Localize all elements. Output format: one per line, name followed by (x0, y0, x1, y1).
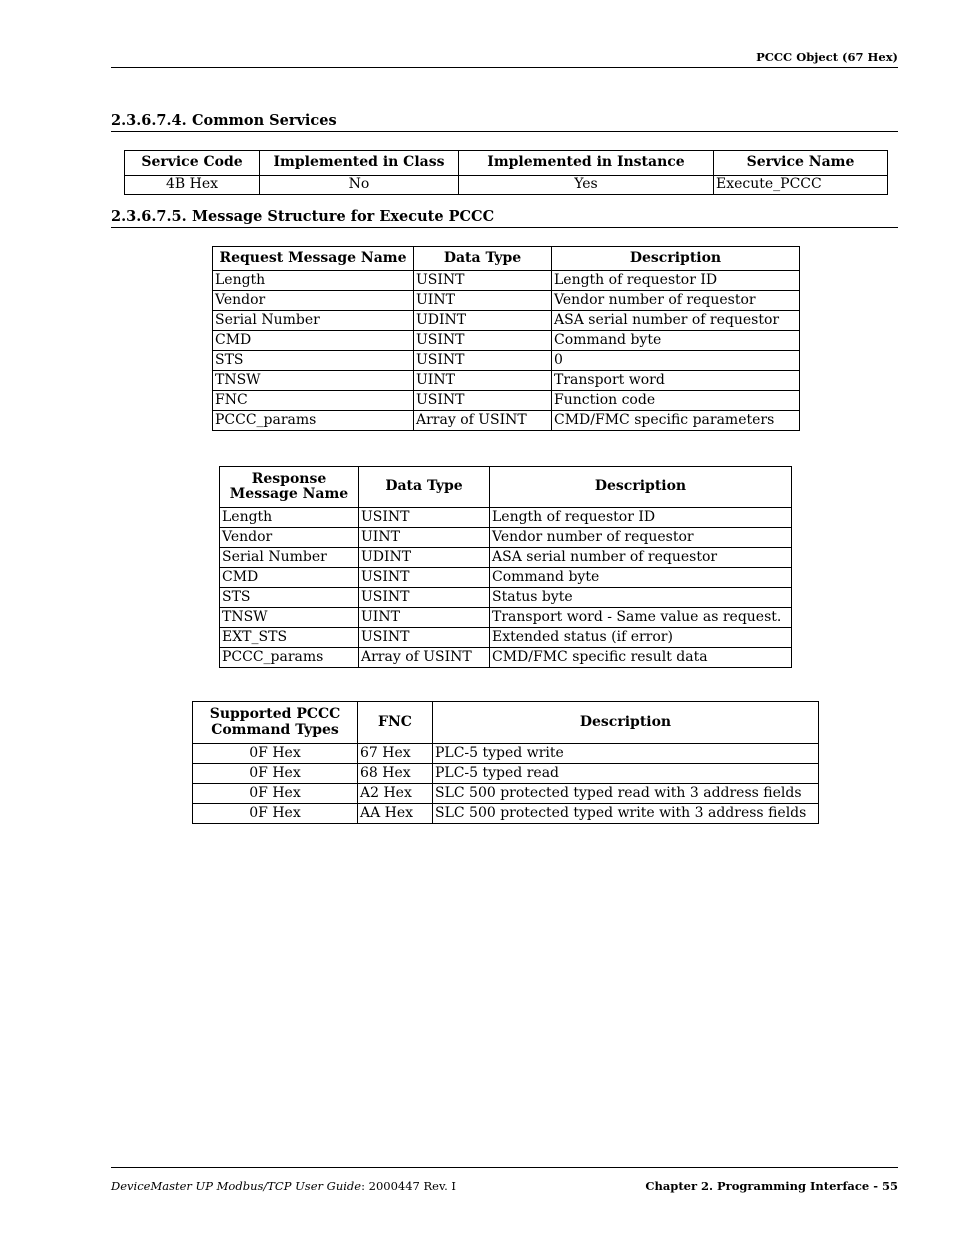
section-number: 2.3.6.7.5. (111, 208, 187, 225)
table-header: Request Message Name (213, 247, 414, 271)
table-cell: CMD/FMC specific parameters (552, 411, 800, 431)
table-cell: USINT (414, 391, 552, 411)
table-header: Data Type (359, 467, 490, 508)
table-row (213, 291, 800, 311)
table-cell: FNC (213, 391, 414, 411)
section-heading-common-services (111, 112, 898, 132)
table-cell: Array of USINT (414, 411, 552, 431)
table-cell: Length (213, 271, 414, 291)
table-cell: UINT (359, 608, 490, 628)
table-row (213, 331, 800, 351)
table-cell: Extended status (if error) (490, 628, 792, 648)
table-cell: Serial Number (220, 548, 359, 568)
table-cell: ASA serial number of requestor (552, 311, 800, 331)
table-cell: 4B Hex (125, 176, 260, 195)
footer-rule (111, 1167, 898, 1168)
table-cell: USINT (359, 588, 490, 608)
request-message-table (212, 246, 800, 431)
table-header: Response Message Name (220, 467, 359, 508)
table-cell: PCCC_params (213, 411, 414, 431)
table-header: Service Code (125, 151, 260, 176)
table-cell: PLC-5 typed write (433, 744, 819, 764)
table-cell: USINT (359, 508, 490, 528)
table-cell: Command byte (552, 331, 800, 351)
table-cell: CMD (213, 331, 414, 351)
header-rule (111, 67, 898, 68)
table-cell: A2 Hex (358, 784, 433, 804)
table-row (220, 608, 792, 628)
table-cell: UDINT (359, 548, 490, 568)
table-cell: Serial Number (213, 311, 414, 331)
table-row (220, 648, 792, 668)
table-cell: ASA serial number of requestor (490, 548, 792, 568)
table-cell: USINT (359, 628, 490, 648)
footer-document-title (111, 1179, 456, 1193)
table-row (213, 351, 800, 371)
table-row (193, 804, 819, 824)
section-number: 2.3.6.7.4. (111, 112, 187, 129)
table-cell: USINT (414, 271, 552, 291)
section-title: Message Structure for Execute PCCC (192, 208, 495, 225)
table-header: FNC (358, 702, 433, 744)
table-cell: Vendor (213, 291, 414, 311)
table-cell: STS (213, 351, 414, 371)
table-cell: 0F Hex (193, 784, 358, 804)
common-services-table (124, 150, 888, 195)
table-cell: PCCC_params (220, 648, 359, 668)
table-cell: UDINT (414, 311, 552, 331)
table-header: Description (433, 702, 819, 744)
table-cell: SLC 500 protected typed write with 3 address fields (433, 804, 819, 824)
table-header: Data Type (414, 247, 552, 271)
table-row (220, 508, 792, 528)
running-header: PCCC Object (67 Hex) (756, 50, 898, 64)
table-cell: UINT (359, 528, 490, 548)
table-cell: USINT (414, 331, 552, 351)
table-row (213, 271, 800, 291)
table-cell: Vendor (220, 528, 359, 548)
response-message-table (219, 466, 792, 668)
section-heading-message-structure (111, 208, 898, 228)
table-cell: Transport word - Same value as request. (490, 608, 792, 628)
supported-commands-table (192, 701, 819, 824)
table-header: Implemented in Instance (459, 151, 714, 176)
table-cell: Execute_PCCC (714, 176, 888, 195)
table-row (213, 311, 800, 331)
table-row (220, 588, 792, 608)
table-row (125, 176, 888, 195)
table-cell: Transport word (552, 371, 800, 391)
table-cell: Command byte (490, 568, 792, 588)
table-cell: 0F Hex (193, 764, 358, 784)
table-cell: Length of requestor ID (552, 271, 800, 291)
table-cell: PLC-5 typed read (433, 764, 819, 784)
table-header: Description (490, 467, 792, 508)
table-cell: AA Hex (358, 804, 433, 824)
footer-page-label: Chapter 2. Programming Interface - 55 (645, 1179, 898, 1193)
table-cell: CMD/FMC specific result data (490, 648, 792, 668)
footer-doc-title: DeviceMaster UP Modbus/TCP User Guide (111, 1179, 362, 1193)
table-row (213, 391, 800, 411)
table-cell: Length of requestor ID (490, 508, 792, 528)
table-cell: 0F Hex (193, 804, 358, 824)
table-cell: TNSW (213, 371, 414, 391)
table-cell: EXT_STS (220, 628, 359, 648)
table-cell: Vendor number of requestor (552, 291, 800, 311)
table-row (220, 528, 792, 548)
table-header: Description (552, 247, 800, 271)
table-cell: Vendor number of requestor (490, 528, 792, 548)
table-cell: Function code (552, 391, 800, 411)
table-header: Implemented in Class (260, 151, 459, 176)
table-cell: 0F Hex (193, 744, 358, 764)
table-cell: No (260, 176, 459, 195)
footer-doc-id: : 2000447 Rev. I (361, 1179, 456, 1193)
table-cell: 67 Hex (358, 744, 433, 764)
table-cell: Status byte (490, 588, 792, 608)
table-row (220, 548, 792, 568)
table-row (213, 371, 800, 391)
table-cell: Length (220, 508, 359, 528)
table-cell: CMD (220, 568, 359, 588)
table-row (193, 764, 819, 784)
table-row (220, 628, 792, 648)
table-cell: 0 (552, 351, 800, 371)
table-cell: TNSW (220, 608, 359, 628)
table-row (213, 411, 800, 431)
table-header: Service Name (714, 151, 888, 176)
table-cell: SLC 500 protected typed read with 3 address fields (433, 784, 819, 804)
table-cell: 68 Hex (358, 764, 433, 784)
section-title: Common Services (192, 112, 337, 129)
table-cell: Array of USINT (359, 648, 490, 668)
table-cell: USINT (359, 568, 490, 588)
table-cell: UINT (414, 371, 552, 391)
table-row (220, 568, 792, 588)
table-cell: Yes (459, 176, 714, 195)
table-cell: USINT (414, 351, 552, 371)
table-cell: UINT (414, 291, 552, 311)
table-row (193, 744, 819, 764)
table-header: Supported PCCC Command Types (193, 702, 358, 744)
table-cell: STS (220, 588, 359, 608)
table-row (193, 784, 819, 804)
